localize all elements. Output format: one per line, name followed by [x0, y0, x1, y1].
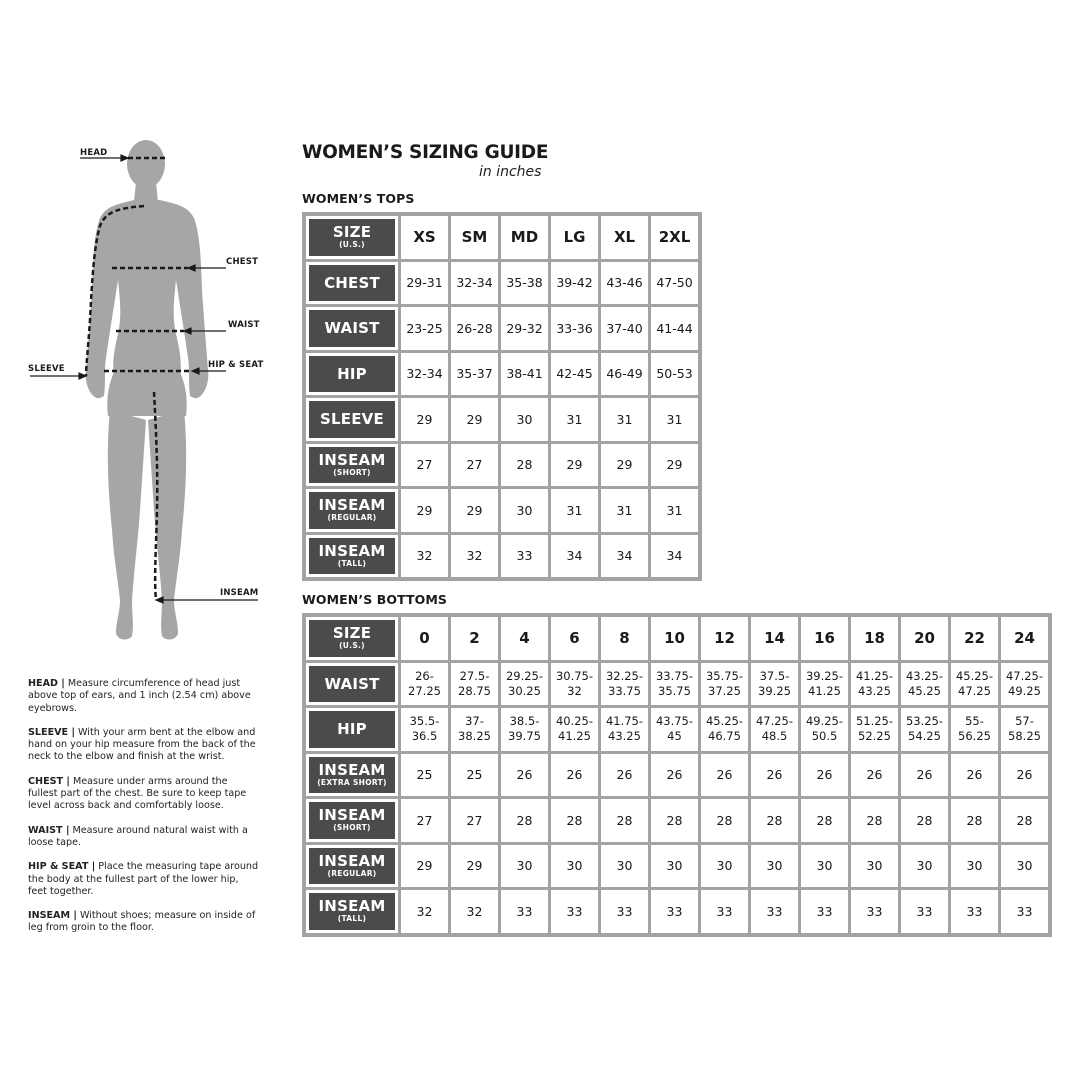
tops-measurement-cell: 29: [651, 444, 698, 487]
bottoms-measurement-cell: 33: [951, 890, 998, 933]
bottoms-size-column-header: 2: [451, 617, 498, 660]
bottoms-size-table: [302, 613, 1052, 937]
instruction-waist: WAIST | Measure around natural waist with a loose tape.: [28, 824, 248, 848]
bottoms-size-column-header: 0: [401, 617, 448, 660]
bottoms-measurement-cell: 30: [901, 845, 948, 888]
bottoms-measurement-cell: 26: [951, 754, 998, 797]
bottoms-measurement-cell: 30: [601, 845, 648, 888]
bottoms-measurement-cell: 26: [801, 754, 848, 797]
tops-measurement-cell: 34: [601, 535, 648, 578]
bottoms-measurement-cell: 35.75- 37.25: [701, 663, 748, 706]
tops-measurement-cell: 31: [551, 398, 598, 441]
bottoms-measurement-cell: 30: [1001, 845, 1048, 888]
bottoms-measurement-cell: 28: [701, 799, 748, 842]
tops-size-column-header: XL: [601, 216, 648, 259]
bottoms-measurement-cell: 26: [551, 754, 598, 797]
bottoms-size-column-header: 6: [551, 617, 598, 660]
tops-measurement-cell: 29: [551, 444, 598, 487]
bottoms-measurement-cell: 28: [551, 799, 598, 842]
bottoms-measurement-cell: 26- 27.25: [401, 663, 448, 706]
bottoms-size-column-header: 12: [701, 617, 748, 660]
bottoms-row-header: INSEAM (SHORT): [306, 799, 398, 842]
bottoms-measurement-cell: 30: [751, 845, 798, 888]
tops-measurement-cell: 30: [501, 489, 548, 532]
bottoms-measurement-cell: 37.5- 39.25: [751, 663, 798, 706]
waist-label: WAIST: [228, 320, 260, 330]
tops-measurement-cell: 38-41: [501, 353, 548, 396]
bottoms-measurement-cell: 30: [701, 845, 748, 888]
bottoms-measurement-cell: 26: [901, 754, 948, 797]
bottoms-row-header: INSEAM (EXTRA SHORT): [306, 754, 398, 797]
bottoms-size-column-header: 16: [801, 617, 848, 660]
tops-measurement-cell: 29: [451, 398, 498, 441]
tops-measurement-cell: 30: [501, 398, 548, 441]
tops-measurement-cell: 31: [651, 398, 698, 441]
tops-row-header: WAIST: [306, 307, 398, 350]
body-measurement-figure: [20, 130, 270, 650]
bottoms-measurement-cell: 47.25- 49.25: [1001, 663, 1048, 706]
measurement-instructions: [28, 678, 260, 947]
tops-measurement-cell: 34: [651, 535, 698, 578]
bottoms-measurement-cell: 28: [901, 799, 948, 842]
bottoms-size-header: SIZE (U.S.): [306, 617, 398, 660]
bottoms-row-header: HIP: [306, 708, 398, 751]
bottoms-measurement-cell: 28: [651, 799, 698, 842]
bottoms-measurement-cell: 38.5- 39.75: [501, 708, 548, 751]
bottoms-size-column-header: 18: [851, 617, 898, 660]
bottoms-measurement-cell: 26: [751, 754, 798, 797]
page-subtitle: in inches: [479, 164, 542, 180]
tops-measurement-cell: 43-46: [601, 262, 648, 305]
bottoms-measurement-cell: 28: [501, 799, 548, 842]
bottoms-measurement-cell: 26: [1001, 754, 1048, 797]
tops-measurement-cell: 31: [551, 489, 598, 532]
bottoms-measurement-cell: 27: [401, 799, 448, 842]
bottoms-measurement-cell: 41.25- 43.25: [851, 663, 898, 706]
hip-seat-label: HIP & SEAT: [208, 360, 264, 370]
bottoms-measurement-cell: 41.75- 43.25: [601, 708, 648, 751]
bottoms-size-column-header: 24: [1001, 617, 1048, 660]
bottoms-measurement-cell: 28: [601, 799, 648, 842]
tops-measurement-cell: 31: [601, 489, 648, 532]
bottoms-measurement-cell: 40.25- 41.25: [551, 708, 598, 751]
instruction-chest: CHEST | Measure under arms around the fullest part of the chest. Be sure to keep tape level across back and comfortably loose.: [28, 775, 247, 812]
bottoms-measurement-cell: 29: [401, 845, 448, 888]
bottoms-measurement-cell: 49.25- 50.5: [801, 708, 848, 751]
bottoms-measurement-cell: 28: [951, 799, 998, 842]
bottoms-measurement-cell: 26: [851, 754, 898, 797]
tops-measurement-cell: 29-32: [501, 307, 548, 350]
bottoms-measurement-cell: 32: [401, 890, 448, 933]
tops-measurement-cell: 31: [601, 398, 648, 441]
bottoms-measurement-cell: 30.75- 32: [551, 663, 598, 706]
bottoms-measurement-cell: 30: [851, 845, 898, 888]
instruction-hip-seat: HIP & SEAT | Place the measuring tape around the body at the fullest part of the lower hip, feet together.: [28, 861, 259, 897]
bottoms-measurement-cell: 28: [851, 799, 898, 842]
tops-size-column-header: MD: [501, 216, 548, 259]
bottoms-measurement-cell: 33.75- 35.75: [651, 663, 698, 706]
bottoms-row-header: INSEAM (REGULAR): [306, 845, 398, 888]
bottoms-measurement-cell: 33: [551, 890, 598, 933]
tops-measurement-cell: 41-44: [651, 307, 698, 350]
bottoms-measurement-cell: 33: [751, 890, 798, 933]
tops-size-table: [302, 212, 702, 581]
bottoms-measurement-cell: 39.25- 41.25: [801, 663, 848, 706]
tops-measurement-cell: 32: [451, 535, 498, 578]
bottoms-measurement-cell: 53.25- 54.25: [901, 708, 948, 751]
tops-measurement-cell: 27: [401, 444, 448, 487]
tops-measurement-cell: 33: [501, 535, 548, 578]
tops-row-header: INSEAM (SHORT): [306, 444, 398, 487]
tops-row-header: INSEAM (REGULAR): [306, 489, 398, 532]
tops-row-header: CHEST: [306, 262, 398, 305]
tops-measurement-cell: 31: [651, 489, 698, 532]
bottoms-measurement-cell: 29: [451, 845, 498, 888]
bottoms-measurement-cell: 45.25- 47.25: [951, 663, 998, 706]
tops-measurement-cell: 50-53: [651, 353, 698, 396]
tops-measurement-cell: 32-34: [401, 353, 448, 396]
bottoms-size-column-header: 22: [951, 617, 998, 660]
bottoms-measurement-cell: 33: [601, 890, 648, 933]
bottoms-measurement-cell: 51.25- 52.25: [851, 708, 898, 751]
tops-row-header: SLEEVE: [306, 398, 398, 441]
bottoms-measurement-cell: 32.25- 33.75: [601, 663, 648, 706]
tops-measurement-cell: 34: [551, 535, 598, 578]
tops-size-column-header: 2XL: [651, 216, 698, 259]
tops-measurement-cell: 35-38: [501, 262, 548, 305]
bottoms-measurement-cell: 29.25- 30.25: [501, 663, 548, 706]
sleeve-label: SLEEVE: [28, 364, 65, 374]
bottoms-measurement-cell: 30: [801, 845, 848, 888]
bottoms-measurement-cell: 37- 38.25: [451, 708, 498, 751]
tops-measurement-cell: 39-42: [551, 262, 598, 305]
bottoms-measurement-cell: 57- 58.25: [1001, 708, 1048, 751]
bottoms-measurement-cell: 25: [401, 754, 448, 797]
bottoms-measurement-cell: 33: [901, 890, 948, 933]
chest-label: CHEST: [226, 257, 259, 267]
tops-measurement-cell: 42-45: [551, 353, 598, 396]
tops-row-header: HIP: [306, 353, 398, 396]
bottoms-measurement-cell: 25: [451, 754, 498, 797]
tops-measurement-cell: 47-50: [651, 262, 698, 305]
bottoms-measurement-cell: 27.5- 28.75: [451, 663, 498, 706]
tops-measurement-cell: 26-28: [451, 307, 498, 350]
tops-heading: WOMEN’S TOPS: [302, 191, 415, 206]
bottoms-measurement-cell: 28: [751, 799, 798, 842]
tops-measurement-cell: 35-37: [451, 353, 498, 396]
bottoms-measurement-cell: 33: [851, 890, 898, 933]
bottoms-measurement-cell: 27: [451, 799, 498, 842]
bottoms-measurement-cell: 43.75- 45: [651, 708, 698, 751]
bottoms-measurement-cell: 26: [501, 754, 548, 797]
bottoms-measurement-cell: 45.25- 46.75: [701, 708, 748, 751]
tops-measurement-cell: 29: [451, 489, 498, 532]
bottoms-measurement-cell: 33: [1001, 890, 1048, 933]
head-label: HEAD: [80, 148, 108, 158]
bottoms-measurement-cell: 35.5- 36.5: [401, 708, 448, 751]
bottoms-measurement-cell: 28: [801, 799, 848, 842]
bottoms-measurement-cell: 28: [1001, 799, 1048, 842]
tops-measurement-cell: 29-31: [401, 262, 448, 305]
bottoms-measurement-cell: 47.25- 48.5: [751, 708, 798, 751]
tops-measurement-cell: 28: [501, 444, 548, 487]
bottoms-measurement-cell: 32: [451, 890, 498, 933]
bottoms-measurement-cell: 33: [701, 890, 748, 933]
bottoms-size-column-header: 20: [901, 617, 948, 660]
tops-size-column-header: LG: [551, 216, 598, 259]
instruction-sleeve: SLEEVE | With your arm bent at the elbow and hand on your hip measure from the back of the neck to the elbow and finish at the wrist.: [28, 726, 256, 763]
bottoms-measurement-cell: 26: [701, 754, 748, 797]
bottoms-measurement-cell: 33: [801, 890, 848, 933]
bottoms-measurement-cell: 26: [601, 754, 648, 797]
inseam-label: INSEAM: [220, 588, 259, 598]
bottoms-row-header: WAIST: [306, 663, 398, 706]
bottoms-measurement-cell: 30: [651, 845, 698, 888]
tops-measurement-cell: 27: [451, 444, 498, 487]
instruction-head: HEAD | Measure circumference of head just above top of ears, and 1 inch (2.54 cm) above eyebrows.: [28, 678, 251, 714]
tops-measurement-cell: 37-40: [601, 307, 648, 350]
tops-size-header: SIZE (U.S.): [306, 216, 398, 259]
tops-measurement-cell: 33-36: [551, 307, 598, 350]
tops-measurement-cell: 46-49: [601, 353, 648, 396]
bottoms-heading: WOMEN’S BOTTOMS: [302, 592, 448, 607]
bottoms-size-column-header: 8: [601, 617, 648, 660]
bottoms-measurement-cell: 30: [951, 845, 998, 888]
bottoms-measurement-cell: 55- 56.25: [951, 708, 998, 751]
page-title: WOMEN’S SIZING GUIDE: [302, 142, 549, 163]
bottoms-measurement-cell: 30: [551, 845, 598, 888]
woman-silhouette-icon: [20, 130, 270, 650]
bottoms-measurement-cell: 30: [501, 845, 548, 888]
tops-measurement-cell: 29: [401, 398, 448, 441]
tops-measurement-cell: 32: [401, 535, 448, 578]
bottoms-measurement-cell: 33: [651, 890, 698, 933]
bottoms-measurement-cell: 43.25- 45.25: [901, 663, 948, 706]
instruction-inseam: INSEAM | Without shoes; measure on inside of leg from groin to the floor.: [28, 910, 256, 934]
bottoms-row-header: INSEAM (TALL): [306, 890, 398, 933]
tops-measurement-cell: 29: [401, 489, 448, 532]
tops-size-column-header: SM: [451, 216, 498, 259]
tops-size-column-header: XS: [401, 216, 448, 259]
tops-measurement-cell: 32-34: [451, 262, 498, 305]
bottoms-size-column-header: 10: [651, 617, 698, 660]
tops-row-header: INSEAM (TALL): [306, 535, 398, 578]
bottoms-size-column-header: 4: [501, 617, 548, 660]
bottoms-measurement-cell: 33: [501, 890, 548, 933]
bottoms-size-column-header: 14: [751, 617, 798, 660]
bottoms-measurement-cell: 26: [651, 754, 698, 797]
tops-measurement-cell: 23-25: [401, 307, 448, 350]
tops-measurement-cell: 29: [601, 444, 648, 487]
